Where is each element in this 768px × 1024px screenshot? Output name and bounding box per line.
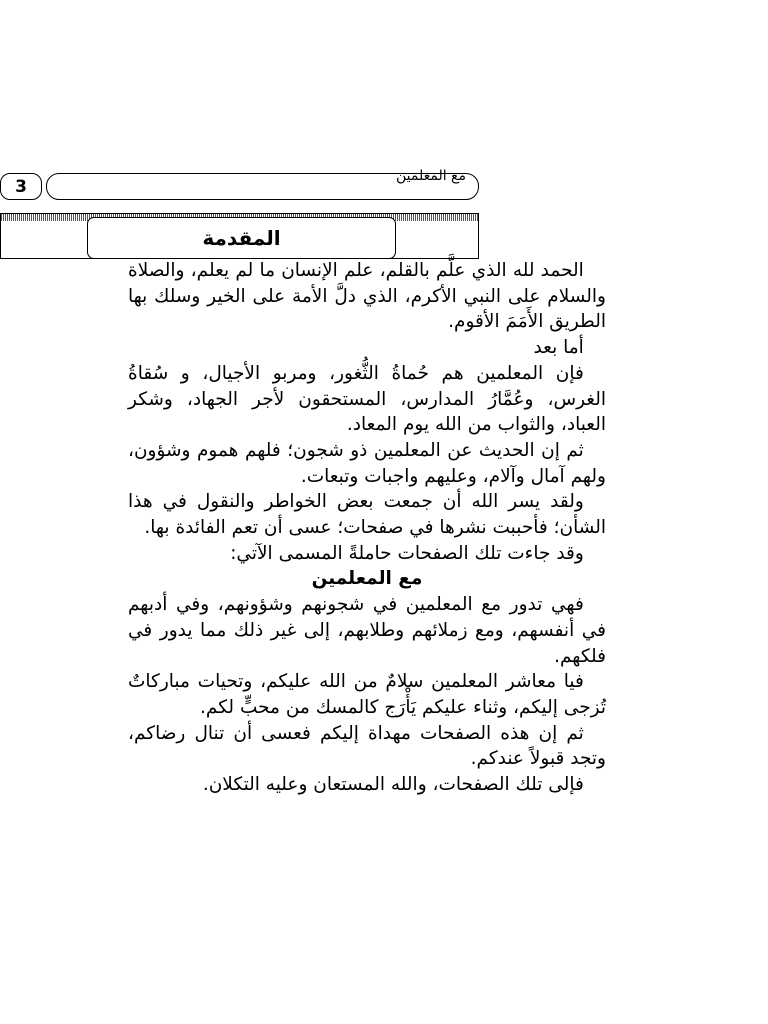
paragraph-collection: ولقد يسر الله أن جمعت بعض الخواطر والنقول في هذا الشأن؛ فأحببت نشرها في صفحات؛ عسى أن تعم الفائدة بها. bbox=[128, 491, 606, 539]
paragraph-dedication: ثم إن هذه الصفحات مهداة إليكم فعسى أن تنال رضاكم، وتجد قبولاً عندكم. bbox=[128, 722, 606, 770]
section-banner bbox=[0, 213, 479, 259]
paragraph-closing: فإلى تلك الصفحات، والله المستعان وعليه التكلان. bbox=[202, 774, 584, 796]
paragraph-amma-baad: أما بعد bbox=[533, 337, 584, 359]
page-number: 3 bbox=[15, 176, 27, 197]
page-number-box bbox=[0, 173, 42, 200]
paragraph-teachers-praise: فإن المعلمين هم حُماةُ الثُّغور، ومربو الأجيال، و سُقاةُ الغرس، وعُمَّارُ المدارس، المستحقون لأجر الجهاد، وشكر العباد، والثواب من الله يوم المعاد. bbox=[128, 362, 606, 436]
running-header-title: مع المعلمين bbox=[395, 168, 466, 184]
section-title: المقدمة bbox=[202, 226, 281, 250]
paragraph-scope: فهي تدور مع المعلمين في شجونهم وشؤونهم، وفي أدبهم في أنفسهم، ومع زملائهم وطلابهم، إلى غير ذلك مما يدور في فلكهم. bbox=[128, 594, 606, 667]
body-text bbox=[128, 258, 606, 798]
paragraph-greeting: فيا معاشر المعلمين سلامٌ من الله عليكم، وتحيات مباركاتٌ تُزجى إليكم، وثناء عليكم يَأْرَج كالمسك من محبٍّ لكم. bbox=[128, 671, 606, 718]
running-header bbox=[46, 168, 479, 200]
paragraph-concerns: ثم إن الحديث عن المعلمين ذو شجون؛ فلهم هموم وشؤون، ولهم آمال وآلام، وعليهم واجبات وتبعات. bbox=[128, 439, 606, 487]
paragraph-opening: الحمد لله الذي علَّم بالقلم، علم الإنسان ما لم يعلم، والصلاة والسلام على النبي الأكرم، الذي دلَّ الأمة على الخير وسلك بها الطريق الأَمَمَ الأقوم. bbox=[128, 260, 606, 333]
paragraph-title-intro: وقد جاءت تلك الصفحات حاملةً المسمى الآتي: bbox=[230, 542, 584, 564]
section-title-plaque bbox=[87, 217, 396, 259]
book-title-heading: مع المعلمين bbox=[311, 568, 423, 590]
